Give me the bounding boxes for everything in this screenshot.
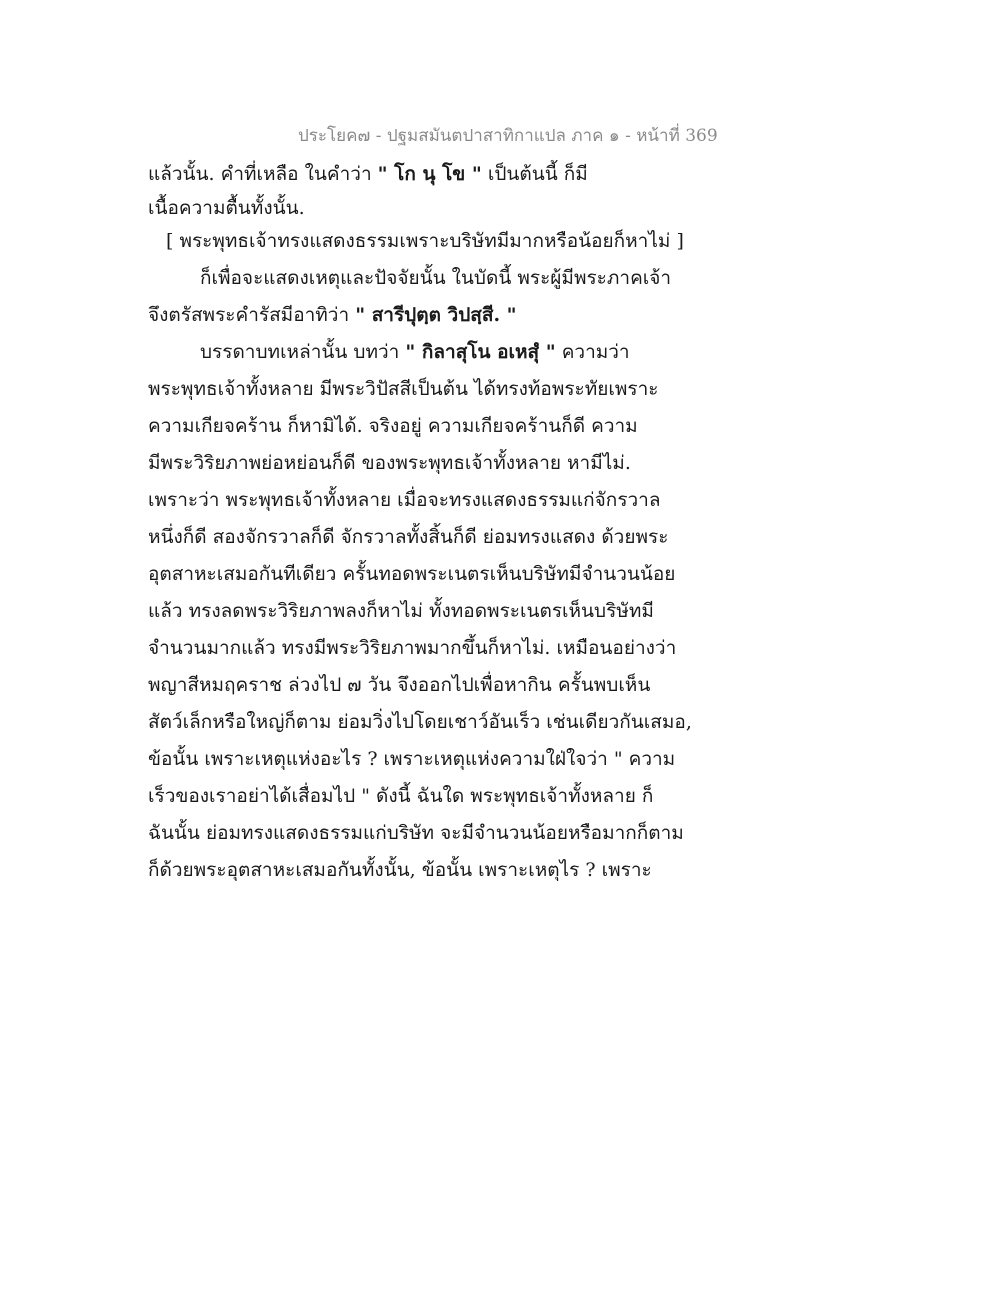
paragraph-start: ก็เพื่อจะแสดงเหตุและปัจจัยนั้น ในบัดนี้ พระผู้มีพระภาคเจ้า — [200, 267, 672, 289]
text-line: พระพุทธเจ้าทั้งหลาย มีพระวิปัสสีเป็นต้น ได้ทรงท้อพระทัยเพราะ — [148, 378, 659, 400]
text-line: จำนวนมากแล้ว ทรงมีพระวิริยภาพมากขึ้นก็หาไม่. เหมือนอย่างว่า — [148, 637, 677, 659]
text-line: จึงตรัสพระคำรัสมีอาทิว่า " สารีปุตฺต วิปสฺสี. " — [148, 304, 517, 326]
text-line: พญาสีหมฤคราช ล่วงไป ๗ วัน จึงออกไปเพื่อหากิน ครั้นพบเห็น — [148, 674, 651, 696]
body-text — [148, 156, 708, 889]
section-heading: [ พระพุทธเจ้าทรงแสดงธรรมเพราะบริษัทมีมากหรือน้อยก็หาไม่ ] — [166, 230, 684, 252]
paragraph-start: บรรดาบทเหล่านั้น บทว่า " กิลาสุโน อเหสุํ " ความว่า — [200, 341, 630, 363]
text-line: ข้อนั้น เพราะเหตุแห่งอะไร ? เพราะเหตุแห่งความใฝ่ใจว่า " ความ — [148, 748, 676, 770]
text-line: มีพระวิริยภาพย่อหย่อนก็ดี ของพระพุทธเจ้าทั้งหลาย หามีไม่. — [148, 452, 631, 474]
page-header: ประโยค๗ - ปฐมสมันตปาสาทิกาแปล ภาค ๑ - หน้าที่ 369 — [298, 126, 718, 146]
text-line: ก็ด้วยพระอุตสาหะเสมอกันทั้งนั้น, ข้อนั้น เพราะเหตุไร ? เพราะ — [148, 859, 652, 881]
text-line: ฉันนั้น ย่อมทรงแสดงธรรมแก่บริษัท จะมีจำนวนน้อยหรือมากก็ตาม — [148, 822, 684, 844]
text-line: เร็วของเราอย่าได้เสื่อมไป " ดังนี้ ฉันใด พระพุทธเจ้าทั้งหลาย ก็ — [148, 785, 654, 807]
text-line: อุตสาหะเสมอกันทีเดียว ครั้นทอดพระเนตรเห็นบริษัทมีจำนวนน้อย — [148, 563, 676, 585]
text-line: แล้ว ทรงลดพระวิริยภาพลงก็หาไม่ ทั้งทอดพระเนตรเห็นบริษัทมี — [148, 600, 654, 622]
text-line: หนึ่งก็ดี สองจักรวาลก็ดี จักรวาลทั้งสิ้นก็ดี ย่อมทรงแสดง ด้วยพระ — [148, 526, 669, 548]
text-line: ความเกียจคร้าน ก็หามิได้. จริงอยู่ ความเกียจคร้านก็ดี ความ — [148, 415, 638, 437]
text-line: สัตว์เล็กหรือใหญ่ก็ตาม ย่อมวิ่งไปโดยเชาว์อันเร็ว เช่นเดียวกันเสมอ, — [148, 711, 692, 733]
text-line: แล้วนั้น. คำที่เหลือ ในคำว่า " โก นุ โข " เป็นต้นนี้ ก็มี — [148, 163, 588, 185]
text-line: เพราะว่า พระพุทธเจ้าทั้งหลาย เมื่อจะทรงแสดงธรรมแก่จักรวาล — [148, 489, 661, 511]
text-line: เนื้อความตื้นทั้งนั้น. — [148, 197, 305, 219]
